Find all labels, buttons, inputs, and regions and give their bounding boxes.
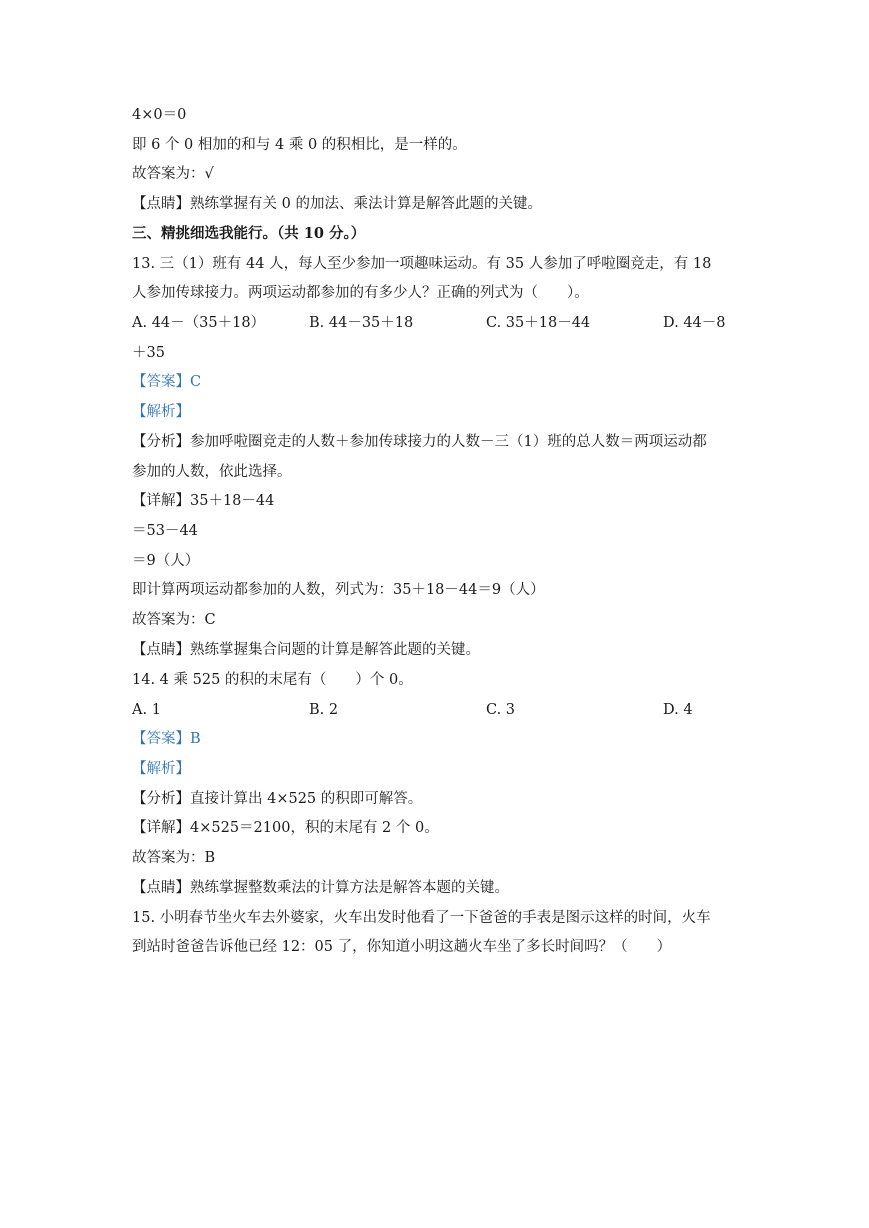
q14-detail: 【详解】4×525＝2100，积的末尾有 2 个 0。: [132, 820, 439, 836]
q13-detail-line2: ＝53－44: [132, 523, 198, 539]
q14-answer-line: 故答案为：B: [132, 850, 216, 866]
q14-analysis-label: 【解析】: [132, 761, 190, 777]
section-heading: 三、精挑细选我能行。（共 10 分。）: [132, 225, 366, 242]
q13-stem-line2: 人参加传球接力。两项运动都参加的有多少人？正确的列式为（ ）。: [132, 285, 589, 301]
q15-stem-line2: 到站时爸爸告诉他已经 12：05 了，你知道小明这趟火车坐了多长时间吗？（ ）: [132, 939, 672, 955]
q13-option-a: A. 44－（35＋18）: [132, 315, 266, 331]
conclusion-line: 即 6 个 0 相加的和与 4 乘 0 的积相比，是一样的。: [132, 137, 467, 153]
q14-option-a: A. 1: [132, 702, 161, 718]
q13-analysis-label: 【解析】: [132, 404, 190, 420]
q13-answer-line: 故答案为：C: [132, 612, 216, 628]
q13-stem-line1: 13. 三（1）班有 44 人，每人至少参加一项趣味运动。有 35 人参加了呼啦圈竞走，有 18: [132, 256, 712, 272]
q14-answer-label: 【答案】B: [132, 731, 201, 747]
answer-line: 故答案为：√: [132, 166, 214, 182]
q13-option-b: B. 44－35＋18: [309, 315, 414, 331]
q13-answer-label: 【答案】C: [132, 374, 202, 390]
q13-comment: 【点睛】熟练掌握集合问题的计算是解答此题的关键。: [132, 642, 480, 658]
q13-analysis-line1: 【分析】参加呼啦圈竞走的人数＋参加传球接力的人数－三（1）班的总人数＝两项运动都: [132, 434, 707, 450]
q14-option-c: C. 3: [486, 702, 516, 718]
q13-option-c: C. 35＋18－44: [486, 315, 591, 331]
q14-comment: 【点睛】熟练掌握整数乘法的计算方法是解答本题的关键。: [132, 880, 509, 896]
q13-option-d-wrap: ＋35: [132, 345, 165, 361]
q13-detail-line1: 【详解】35＋18－44: [132, 493, 275, 509]
calc-line: 4×0＝0: [132, 107, 187, 123]
q14-option-b: B. 2: [309, 702, 339, 718]
q15-stem-line1: 15. 小明春节坐火车去外婆家，火车出发时他看了一下爸爸的手表是图示这样的时间，火车: [132, 910, 711, 926]
q14-analysis: 【分析】直接计算出 4×525 的积即可解答。: [132, 791, 423, 807]
q13-analysis-line2: 参加的人数，依此选择。: [132, 464, 292, 480]
q13-option-d: D. 44－8: [663, 315, 726, 331]
q13-detail-line4: 即计算两项运动都参加的人数，列式为：35＋18－44＝9（人）: [132, 582, 545, 598]
q14-stem: 14. 4 乘 525 的积的末尾有（ ）个 0。: [132, 672, 413, 688]
q14-option-d: D. 4: [663, 702, 693, 718]
comment-line: 【点睛】熟练掌握有关 0 的加法、乘法计算是解答此题的关键。: [132, 196, 542, 212]
q13-detail-line3: ＝9（人）: [132, 553, 200, 569]
